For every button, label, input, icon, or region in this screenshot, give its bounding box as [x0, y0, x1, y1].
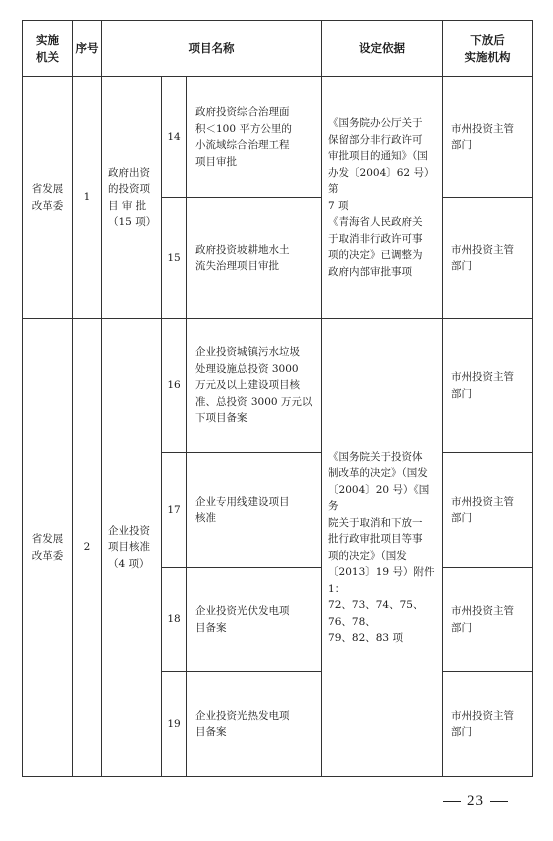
- item-number: 16: [162, 319, 187, 453]
- header-row: [23, 21, 533, 77]
- header-delegated: 下放后 实施机构: [443, 21, 533, 77]
- basis-cell: 《国务院办公厅关于 保留部分非行政许可 审批项目的通知》（国 办发〔2004〕62 号）第 7 项 《青海省人民政府关 于取消非行政许可事 项的决定》已调整为 政府内部审批事项: [322, 77, 443, 319]
- delegated-org: 市州投资主管 部门: [443, 453, 533, 568]
- delegation-table: [22, 20, 533, 777]
- header-seq: 序号: [73, 21, 102, 77]
- category-cell: 企业投资 项目核准 （4 项）: [102, 319, 162, 777]
- header-agency: 实施 机关: [23, 21, 73, 77]
- seq-cell: 1: [73, 77, 102, 319]
- item-number: 17: [162, 453, 187, 568]
- item-number: 15: [162, 198, 187, 319]
- table-row: [23, 319, 533, 453]
- delegated-org: 市州投资主管 部门: [443, 568, 533, 672]
- seq-cell: 2: [73, 319, 102, 777]
- item-number: 18: [162, 568, 187, 672]
- agency-cell: 省发展 改革委: [23, 319, 73, 777]
- item-name: 企业投资光热发电项 目备案: [187, 672, 322, 777]
- header-basis: 设定依据: [322, 21, 443, 77]
- delegated-org: 市州投资主管 部门: [443, 319, 533, 453]
- right-dash: [490, 801, 508, 802]
- item-name: 企业专用线建设项目 核准: [187, 453, 322, 568]
- table-row: [23, 77, 533, 198]
- delegated-org: 市州投资主管 部门: [443, 77, 533, 198]
- item-name: 企业投资城镇污水垃圾 处理设施总投资 3000 万元及以上建设项目核 准、总投资 3000 万元以 下项目备案: [187, 319, 322, 453]
- agency-cell: 省发展 改革委: [23, 77, 73, 319]
- item-name: 政府投资综合治理面 积＜100 平方公里的 小流域综合治理工程 项目审批: [187, 77, 322, 198]
- delegated-org: 市州投资主管 部门: [443, 198, 533, 319]
- page-number-footer: [437, 793, 514, 810]
- item-number: 19: [162, 672, 187, 777]
- basis-cell: 《国务院关于投资体 制改革的决定》（国发 〔2004〕20 号）《国务 院关于取消和下放一 批行政审批项目等事 项的决定》（国发 〔2013〕19 号）附件 1： 72、73、74、75、76、78、 79、82、83 项: [322, 319, 443, 777]
- delegated-org: 市州投资主管 部门: [443, 672, 533, 777]
- item-name: 政府投资坡耕地水土 流失治理项目审批: [187, 198, 322, 319]
- item-number: 14: [162, 77, 187, 198]
- page-number: 23: [467, 793, 484, 809]
- category-cell: 政府出资 的投资项 目 审 批 （15 项）: [102, 77, 162, 319]
- header-item-name: 项目名称: [102, 21, 322, 77]
- left-dash: [443, 801, 461, 802]
- item-name: 企业投资光伏发电项 目备案: [187, 568, 322, 672]
